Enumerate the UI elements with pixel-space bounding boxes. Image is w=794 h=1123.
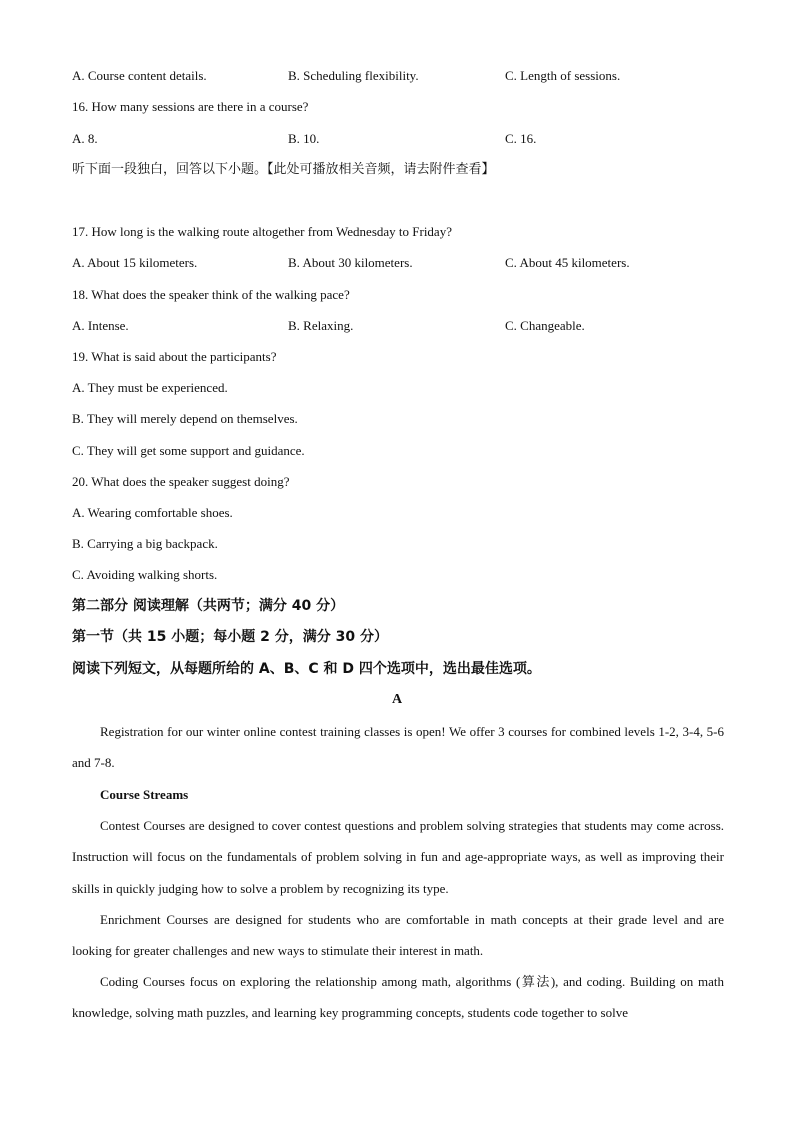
q20-question: 20. What does the speaker suggest doing?: [72, 474, 290, 489]
passage-label: A: [391, 692, 403, 707]
monologue-instruction: 听下面一段独白，回答以下小题。【此处可播放相关音频，请去附件查看】: [72, 162, 495, 177]
q18-option-b: B. Relaxing.: [288, 318, 354, 333]
q20-option-a: A. Wearing comfortable shoes.: [72, 505, 233, 520]
passage-paragraph-2: [72, 810, 724, 904]
section1-title: 第一节（共 15 小题；每小题 2 分，满分 30 分）: [72, 629, 388, 645]
passage-p4-text: Coding Courses focus on exploring the relationship among math, algorithms (算法), and coding. Building on math knowledge, solving math puzzles, and learning key programming concepts, students code together to solve: [72, 974, 724, 1021]
q16-option-b: B. 10.: [288, 131, 320, 146]
q18-options: [72, 318, 732, 334]
q18-question: 18. What does the speaker think of the walking pace?: [72, 287, 350, 302]
q16-option-a: A. 8.: [72, 131, 98, 146]
passage-paragraph-1: [72, 716, 724, 779]
q17-question: 17. How long is the walking route altogether from Wednesday to Friday?: [72, 224, 452, 239]
passage-paragraph-4: [72, 966, 724, 1029]
part2-title: 第二部分 阅读理解（共两节；满分 40 分）: [72, 598, 345, 614]
reading-instruction: 阅读下列短文，从每题所给的 A、B、C 和 D 四个选项中，选出最佳选项。: [72, 661, 541, 677]
q17-options: [72, 255, 732, 271]
passage-heading: Course Streams: [100, 787, 189, 802]
q19-option-c: C. They will get some support and guidance.: [72, 443, 305, 458]
q15-option-b: B. Scheduling flexibility.: [288, 68, 419, 83]
passage-p1-text: Registration for our winter online contest training classes is open! We offer 3 courses for combined levels 1-2, 3-4, 5-6 and 7-8.: [72, 724, 724, 771]
passage-paragraph-3: [72, 904, 724, 967]
q17-option-c: C. About 45 kilometers.: [505, 255, 630, 270]
q19-option-a: A. They must be experienced.: [72, 380, 228, 395]
q20-option-b: B. Carrying a big backpack.: [72, 536, 218, 551]
q19-option-b: B. They will merely depend on themselves.: [72, 411, 298, 426]
passage-p3-text: Enrichment Courses are designed for students who are comfortable in math concepts at their grade level and are looking for greater challenges and new ways to stimulate their interest in math.: [72, 912, 724, 959]
q17-option-b: B. About 30 kilometers.: [288, 255, 413, 270]
q18-option-c: C. Changeable.: [505, 318, 585, 333]
q15-option-c: C. Length of sessions.: [505, 68, 621, 83]
q15-option-a: A. Course content details.: [72, 68, 207, 83]
q19-question: 19. What is said about the participants?: [72, 349, 277, 364]
q15-options: [72, 68, 732, 84]
q16-option-c: C. 16.: [505, 131, 537, 146]
q20-option-c: C. Avoiding walking shorts.: [72, 567, 218, 582]
q18-option-a: A. Intense.: [72, 318, 129, 333]
q16-options: [72, 131, 732, 147]
q17-option-a: A. About 15 kilometers.: [72, 255, 198, 270]
q16-question: 16. How many sessions are there in a course?: [72, 99, 309, 114]
passage-p2-text: Contest Courses are designed to cover contest questions and problem solving strategies that students may come across. Instruction will focus on the fundamentals of problem solving in fun and age-appropriate ways, as well as improving their skills in quickly judging how to solve a problem by recognizing its type.: [72, 818, 724, 896]
